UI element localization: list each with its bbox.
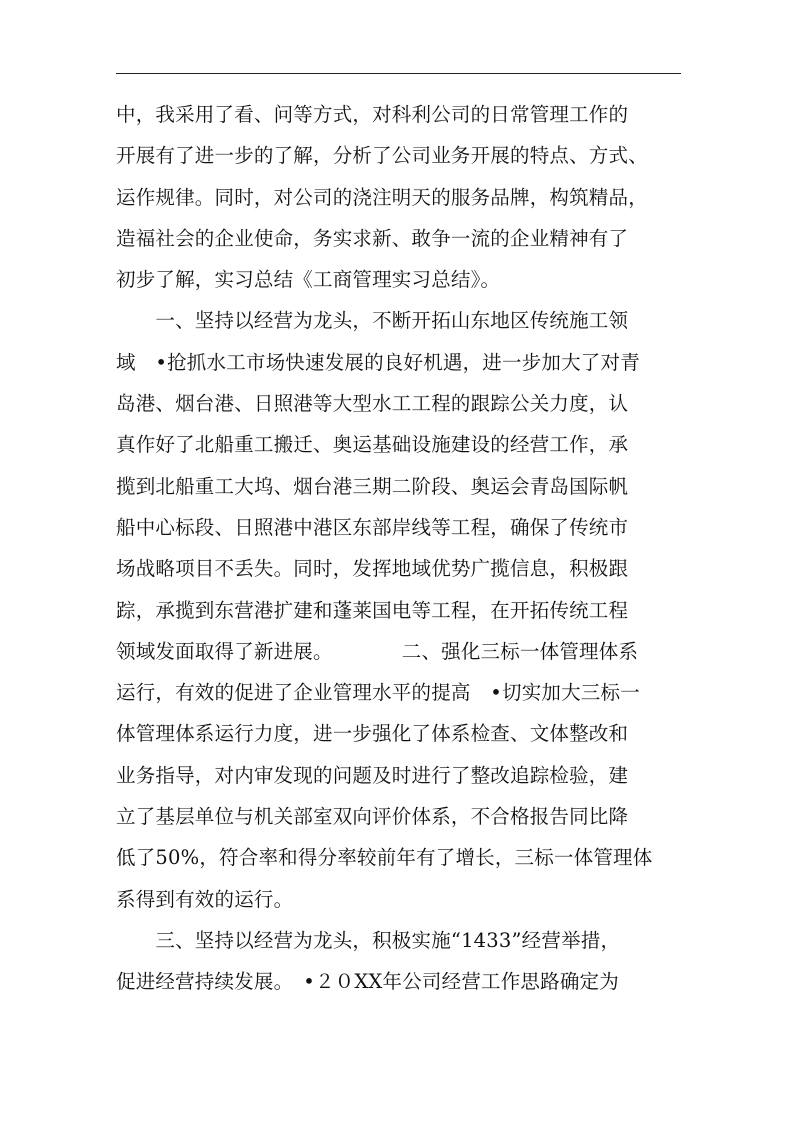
text-line: 系得到有效的运行。 (116, 887, 294, 911)
text-line: 领域发面取得了新进展。 二、强化三标一体管理体系 (116, 639, 639, 663)
text-line: 体管理体系运行力度，进一步强化了体系检查、文体整改和 (116, 722, 629, 746)
text-line: 场战略项目不丢失。同时，发挥地域优势广揽信息，积极跟 (116, 557, 629, 581)
text-line: 促进经营持续发展。 •２０XX年公司经营工作思路确定为 (116, 970, 619, 994)
text-line: 踪，承揽到东营港扩建和蓬莱国电等工程，在开拓传统工程 (116, 598, 629, 622)
text-line: 低了50%，符合率和得分率较前年有了增长，三标一体管理体 (116, 846, 653, 870)
text-line: 船中心标段、日照港中港区东部岸线等工程，确保了传统市 (116, 515, 629, 539)
text-line: 立了基层单位与机关部室双向评价体系，不合格报告同比降 (116, 805, 629, 829)
header-rule (116, 73, 681, 74)
text-line: 三、坚持以经营为龙头，积极实施“1433”经营举措， (116, 928, 621, 952)
body-text (116, 94, 686, 1003)
text-line: 开展有了进一步的了解，分析了公司业务开展的特点、方式、 (116, 144, 648, 168)
text-line: 初步了解，实习总结《工商管理实习总结》。 (116, 268, 501, 292)
text-line: 真作好了北船重工搬迁、奥运基础设施建设的经营工作，承 (116, 433, 629, 457)
text-line: 造福社会的企业使命，务实求新、敢争一流的企业精神有了 (116, 226, 629, 250)
text-line: 运作规律。同时，对公司的浇注明天的服务品牌，构筑精品， (116, 185, 648, 209)
text-line: 岛港、烟台港、日照港等大型水工工程的跟踪公关力度，认 (116, 392, 629, 416)
text-line: 域 •抢抓水工市场快速发展的良好机遇，进一步加大了对青 (116, 350, 640, 374)
text-line: 中，我采用了看、问等方式，对科利公司的日常管理工作的 (116, 103, 629, 126)
text-line: 运行，有效的促进了企业管理水平的提高 •切实加大三标一 (116, 681, 640, 705)
text-line: 一、坚持以经营为龙头，不断开拓山东地区传统施工领 (116, 309, 629, 333)
text-line: 揽到北船重工大坞、烟台港三期二阶段、奥运会青岛国际帆 (116, 474, 629, 498)
text-line: 业务指导，对内审发现的问题及时进行了整改追踪检验，建 (116, 763, 629, 787)
